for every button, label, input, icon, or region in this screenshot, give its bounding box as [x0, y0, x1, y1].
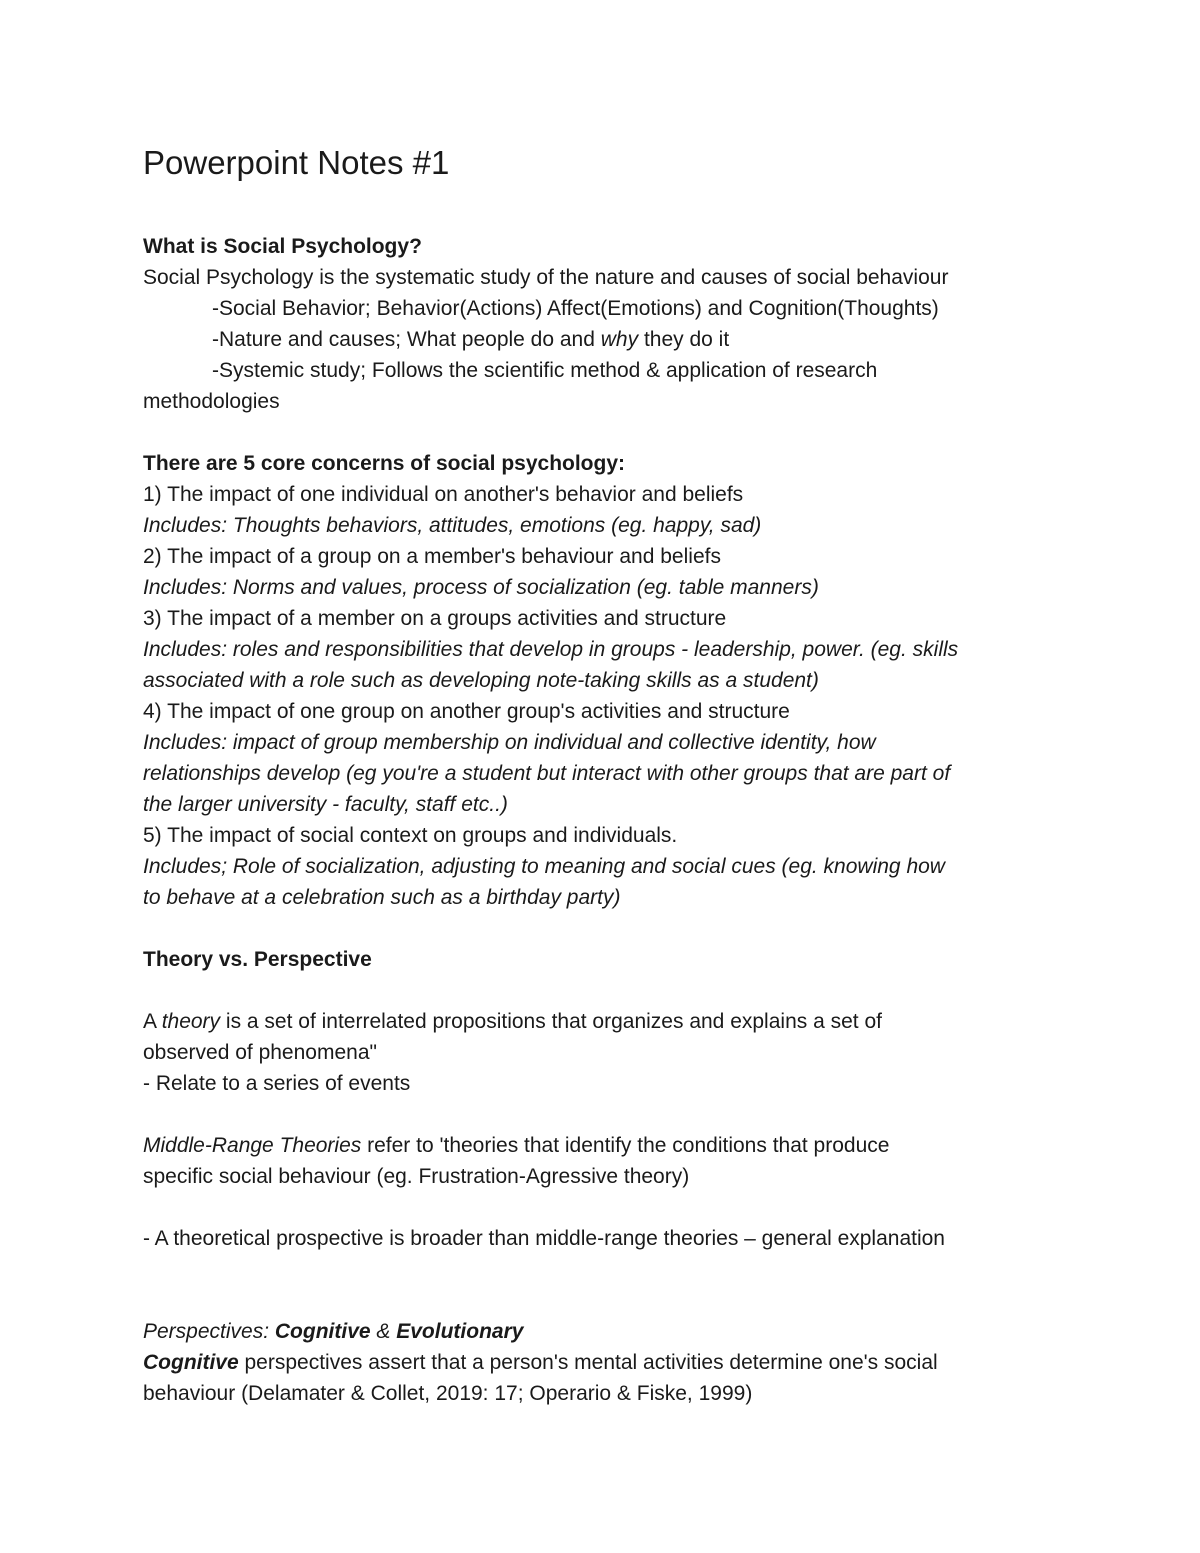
spacer [143, 186, 1073, 231]
cognitive-perspective-cont: behaviour (Delamater & Collet, 2019: 17; Operario & Fiske, 1999) [143, 1382, 753, 1405]
spacer [143, 1192, 1073, 1223]
text-run-bold-italic: Cognitive [143, 1351, 239, 1374]
concern-3: 3) The impact of a member on a groups activities and structure [143, 607, 727, 630]
concern-1-includes: Includes: Thoughts behaviors, attitudes, emotions (eg. happy, sad) [143, 514, 762, 537]
spacer [143, 975, 1073, 1006]
concern-4-includes: Includes: impact of group membership on individual and collective identity, how [143, 731, 876, 754]
bullet-systemic-study-cont: methodologies [143, 390, 280, 413]
spacer [143, 417, 1073, 448]
concern-5: 5) The impact of social context on groups and individuals. [143, 824, 678, 847]
text-run-bold-italic: Evolutionary [396, 1320, 524, 1343]
cognitive-perspective [143, 1347, 1073, 1378]
concern-4-includes-cont: the larger university - faculty, staff etc..) [143, 793, 508, 816]
text-run: perspectives assert that a person's mental activities determine one's social [238, 1351, 938, 1374]
page-title: Powerpoint Notes #1 [143, 144, 450, 181]
concern-5-includes-cont: to behave at a celebration such as a birthday party) [143, 886, 621, 909]
text-run: refer to 'theories that identify the conditions that produce [361, 1134, 890, 1157]
document-body [143, 140, 1073, 1409]
spacer [143, 1099, 1073, 1130]
concern-2-includes: Includes: Norms and values, process of socialization (eg. table manners) [143, 576, 819, 599]
text-run-italic: Middle-Range Theories [143, 1134, 362, 1157]
bullet-social-behavior: -Social Behavior; Behavior(Actions) Affect(Emotions) and Cognition(Thoughts) [212, 297, 939, 320]
text-run-italic: Perspectives: [143, 1320, 275, 1343]
concern-3-includes: Includes: roles and responsibilities that develop in groups - leadership, power. (eg. skills [143, 638, 959, 661]
section-heading-what-is: What is Social Psychology? [143, 235, 422, 258]
concern-4: 4) The impact of one group on another group's activities and structure [143, 700, 790, 723]
section-heading-theory-vs-perspective: Theory vs. Perspective [143, 948, 372, 971]
theoretical-prospective: - A theoretical prospective is broader than middle-range theories – general explanation [143, 1227, 945, 1250]
definition-text: Social Psychology is the systematic study of the nature and causes of social behaviour [143, 266, 949, 289]
middle-range-theories-cont: specific social behaviour (eg. Frustration-Agressive theory) [143, 1165, 690, 1188]
text-run: is a set of interrelated propositions that organizes and explains a set of [220, 1010, 882, 1033]
text-run-bold-italic: Cognitive [274, 1320, 371, 1343]
text-run-italic: why [600, 328, 639, 351]
concern-2: 2) The impact of a group on a member's behaviour and beliefs [143, 545, 721, 568]
text-run: they do it [638, 328, 730, 351]
perspectives-heading [143, 1316, 1073, 1347]
text-run-italic: & [370, 1320, 397, 1343]
concern-3-includes-cont: associated with a role such as developing note-taking skills as a student) [143, 669, 819, 692]
bullet-nature-causes [143, 324, 1073, 355]
concern-4-includes-cont: relationships develop (eg you're a student but interact with other groups that are part of [143, 762, 951, 785]
theory-definition-cont: observed of phenomena" [143, 1041, 377, 1064]
middle-range-theories [143, 1130, 1073, 1161]
section-heading-core-concerns: There are 5 core concerns of social psychology: [143, 452, 626, 475]
text-run: A [143, 1010, 162, 1033]
concern-1: 1) The impact of one individual on another's behavior and beliefs [143, 483, 744, 506]
spacer [143, 1254, 1073, 1316]
text-run: -Nature and causes; What people do and [212, 328, 601, 351]
text-run-italic: theory [161, 1010, 221, 1033]
theory-definition [143, 1006, 1073, 1037]
bullet-systemic-study: -Systemic study; Follows the scientific method & application of research [212, 359, 878, 382]
concern-5-includes: Includes; Role of socialization, adjusting to meaning and social cues (eg. knowing how [143, 855, 945, 878]
theory-relate: - Relate to a series of events [143, 1072, 411, 1095]
spacer [143, 913, 1073, 944]
